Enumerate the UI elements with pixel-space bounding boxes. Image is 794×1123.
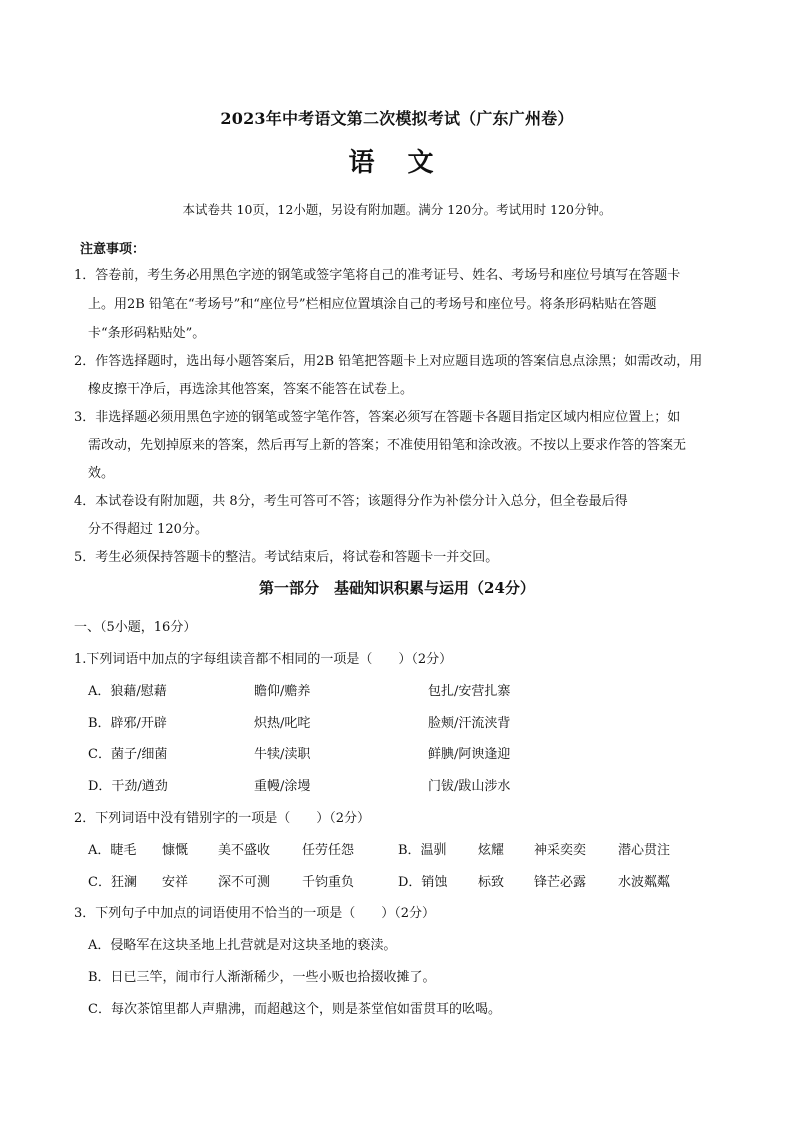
notice-item-2-line-1: 2．作答选择题时，选出每小题答案后，用2B 铅笔把答题卡上对应题目选项的答案信息点涂黑；如需改动，用	[74, 354, 703, 369]
notice-item-3-line-3: 效。	[88, 466, 115, 481]
q2-option-c-word-4: 千钧重负	[302, 875, 355, 890]
q2-option-c-word-2: 安祥	[162, 875, 189, 890]
q1-option-c-3: 鲜腆/阿谀逢迎	[428, 747, 511, 762]
q3-option-c: C．每次茶馆里都人声鼎沸，而超越这个，则是茶堂倌如雷贯耳的吆喝。	[88, 1002, 501, 1017]
q1-option-d-3: 门钹/跋山涉水	[428, 779, 511, 794]
q2-option-a-label: A．睫毛	[88, 843, 137, 858]
notice-item-1-line-2: 上。用2B 铅笔在“考场号”和“座位号”栏相应位置填涂自己的考场号和座位号。将条形码粘贴在答题	[88, 297, 657, 312]
notice-item-4-line-2: 分不得超过 120分。	[88, 522, 208, 537]
notice-item-3-line-2: 需改动，先划掉原来的答案，然后再写上新的答案；不准使用铅笔和涂改液。不按以上要求作答的答案无	[88, 438, 687, 453]
q2-option-b-word-2: 炫耀	[478, 843, 505, 858]
q2-option-c-label: C．狂澜	[88, 875, 137, 890]
q2-option-a-word-4: 任劳任怨	[302, 843, 355, 858]
q3-stem: 3．下列句子中加点的词语使用不恰当的一项是（ ）（2分）	[74, 906, 436, 921]
q2-option-b-label: B．温驯	[398, 843, 447, 858]
q1-option-d-2: 重幔/涂墁	[254, 779, 311, 794]
q2-option-c-word-3: 深不可测	[218, 875, 271, 890]
q1-option-c-2: 牛犊/渎职	[254, 747, 311, 762]
notice-item-3-line-1: 3．非选择题必须用黑色字迹的钢笔或签字笔作答，答案必须写在答题卡各题目指定区域内相应位置上；如	[74, 410, 681, 425]
q1-option-a-1: A．狼藉/慰藉	[88, 684, 167, 699]
q1-option-a-2: 瞻仰/赡养	[254, 684, 311, 699]
q2-stem: 2．下列词语中没有错别字的一项是（ ）（2分）	[74, 811, 371, 826]
q2-option-b-word-3: 神采奕奕	[534, 843, 587, 858]
q2-option-a-word-3: 美不盛收	[218, 843, 271, 858]
q2-option-d-word-4: 水波粼粼	[618, 875, 671, 890]
notice-item-2-line-2: 橡皮擦干净后，再选涂其他答案，答案不能答在试卷上。	[88, 382, 414, 397]
q2-option-d-word-3: 锋芒必露	[534, 875, 587, 890]
q3-option-b: B．日已三竿，闹市行人渐渐稀少，一些小贩也拾掇收摊了。	[88, 970, 436, 985]
question-group-heading: 一、（5小题，16分）	[74, 620, 197, 635]
notice-item-4-line-1: 4．本试卷设有附加题，共 8分，考生可答可不答；该题得分作为补偿分计入总分，但全卷最后得	[74, 494, 628, 509]
q1-option-a-3: 包扎/安营扎寨	[428, 684, 511, 699]
notice-item-5-line-1: 5．考生必须保持答题卡的整洁。考试结束后，将试卷和答题卡一并交回。	[74, 550, 499, 565]
exam-intro: 本试卷共 10页，12小题，另设有附加题。满分 120分。考试用时 120分钟。	[182, 202, 612, 217]
q2-option-a-word-2: 慷慨	[162, 843, 189, 858]
exam-title: 2023年中考语文第二次模拟考试（广东广州卷）	[220, 109, 574, 128]
q1-option-d-1: D．干劲/遒劲	[88, 779, 168, 794]
q3-option-a: A．侵略军在这块圣地上扎营就是对这块圣地的亵渎。	[88, 938, 397, 953]
q2-option-b-word-4: 潜心贯注	[618, 843, 671, 858]
q1-option-c-1: C．菌子/细菌	[88, 747, 168, 762]
subject-title: 语 文	[348, 148, 446, 178]
notice-heading: 注意事项：	[80, 242, 146, 257]
q2-option-d-label: D．销蚀	[398, 875, 448, 890]
q2-option-d-word-2: 标致	[478, 875, 505, 890]
notice-item-1-line-3: 卡“条形码粘贴处”。	[88, 326, 206, 341]
section-title: 第一部分 基础知识积累与运用（24分）	[259, 579, 535, 597]
q1-stem: 1.下列词语中加点的字每组读音都不相同的一项是（ ）（2分）	[74, 652, 453, 667]
notice-item-1-line-1: 1．答卷前，考生务必用黑色字迹的钢笔或签字笔将自己的准考证号、姓名、考场号和座位号填写在答题卡	[74, 268, 681, 283]
q1-option-b-2: 炽热/叱咤	[254, 716, 311, 731]
q1-option-b-1: B．辟邪/开辟	[88, 716, 167, 731]
q1-option-b-3: 脸颊/汗流浃背	[428, 716, 511, 731]
